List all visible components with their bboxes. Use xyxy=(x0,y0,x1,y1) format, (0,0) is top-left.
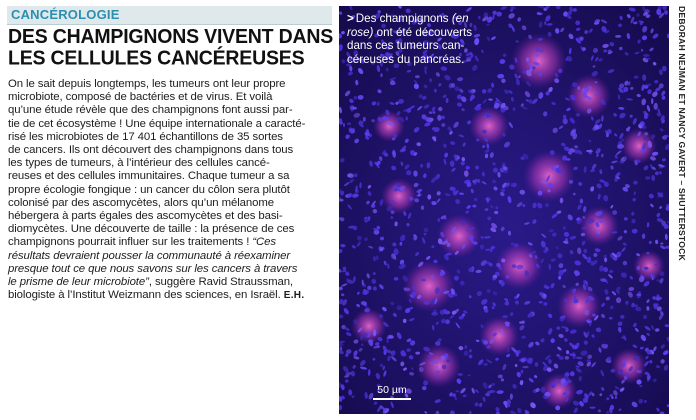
quote-text: “Ces xyxy=(252,236,277,249)
body-line: hébergera à parts égales des ascomycètes et des basi- xyxy=(8,210,283,223)
cell-nucleus xyxy=(572,345,578,349)
microscopy-photo xyxy=(339,6,669,414)
cell-nucleus xyxy=(484,363,488,365)
quote-line xyxy=(8,250,336,263)
body-last-line xyxy=(8,289,336,302)
cell-nucleus xyxy=(560,198,564,204)
caption-italic: (en xyxy=(451,12,469,25)
article-body xyxy=(8,78,336,302)
body-line: risé les microbiotes de 17 401 échantillons de 35 sortes xyxy=(8,130,283,143)
body-line: qu’une étude révèle que des champignons font aussi par- xyxy=(8,104,293,117)
cell-nucleus xyxy=(380,73,382,77)
body-line-with-quote xyxy=(8,236,336,249)
cell-nucleus xyxy=(589,407,595,409)
photo-credit xyxy=(672,6,692,414)
section-rubric xyxy=(7,6,332,25)
quote-text: résultats devraient pousser la communauté à réexaminer xyxy=(8,249,291,262)
cell-nucleus xyxy=(421,206,424,210)
cell-nucleus xyxy=(422,386,427,390)
body-line: les types de tumeurs, à l’intérieur des cellules cancé- xyxy=(8,157,270,170)
body-line: de cancers. Ils ont découvert des champignons dans tous xyxy=(8,144,294,157)
scale-bar-line xyxy=(373,398,411,400)
body-line: propre écologie fongique : un cancer du côlon sera plutôt xyxy=(8,183,290,196)
article-headline xyxy=(8,27,333,70)
cell-nucleus xyxy=(353,319,358,324)
cell-nucleus xyxy=(576,113,581,117)
quote-line xyxy=(8,276,336,289)
author-signature: E.H. xyxy=(283,290,305,302)
body-text: champignons pourrait influer sur les traitements ! xyxy=(8,236,250,249)
quote-text: le prisme de leur microbiote” xyxy=(8,276,149,289)
body-line: colonisé par des ascomycètes, alors qu’un mélanome xyxy=(8,196,274,209)
caption-text: Des champignons xyxy=(355,12,452,25)
cell-nucleus xyxy=(580,199,583,204)
caption-line: céreuses du pancréas. xyxy=(347,52,465,66)
body-line: reuses et des cellules immunitaires. Chaque tumeur a sa xyxy=(8,170,290,183)
body-line: diomycètes. Une découverte de taille : la présence de ces xyxy=(8,223,295,236)
scale-bar xyxy=(373,384,411,400)
caption-line xyxy=(347,26,517,40)
cell-nucleus xyxy=(565,356,569,360)
quote-line xyxy=(8,263,336,276)
attribution-text: , suggère Ravid Straussman, xyxy=(148,276,293,289)
cell-nucleus xyxy=(464,350,469,356)
quote-text: presque tout ce que nous savons sur les cancers à travers xyxy=(8,262,298,275)
microscopy-image xyxy=(339,6,669,414)
cell-nucleus xyxy=(538,301,542,303)
fungi-cluster xyxy=(611,348,647,384)
body-line: On le sait depuis longtemps, les tumeurs ont leur propre xyxy=(8,78,286,90)
caption-line: dans ces tumeurs can- xyxy=(347,39,465,53)
headline-line: DES CHAMPIGNONS VIVENT DANS xyxy=(8,25,334,48)
scale-bar-label: 50 µm xyxy=(377,384,407,396)
body-text: biologiste à l’Institut Weizmann des sciences, en Israël. xyxy=(8,289,281,302)
cell-nucleus xyxy=(526,57,529,61)
body-line: microbiote, composé de bactéries et de virus. Et voilà xyxy=(8,91,273,104)
body-line: tie de cet écosystème ! Une équipe internationale a caracté- xyxy=(8,117,306,130)
fungi-cluster xyxy=(557,284,601,328)
fungi-cluster xyxy=(541,373,577,409)
caption-italic: rose) xyxy=(347,25,374,39)
caption-text: ont été découverts xyxy=(373,25,473,39)
rubric-label: CANCÉROLOGIE xyxy=(11,7,120,22)
caption-line xyxy=(347,12,517,26)
photo-credit-text: DEBORAH NEJMAN ET NANCY GAVERT – SHUTTERSTOCK xyxy=(677,6,687,261)
headline-line: LES CELLULES CANCÉREUSES xyxy=(8,46,305,70)
caption-arrow-icon: > xyxy=(347,12,354,25)
photo-caption xyxy=(347,12,517,66)
cell-nucleus xyxy=(354,173,357,177)
cell-nucleus xyxy=(458,373,463,376)
cell-nucleus xyxy=(643,54,650,57)
